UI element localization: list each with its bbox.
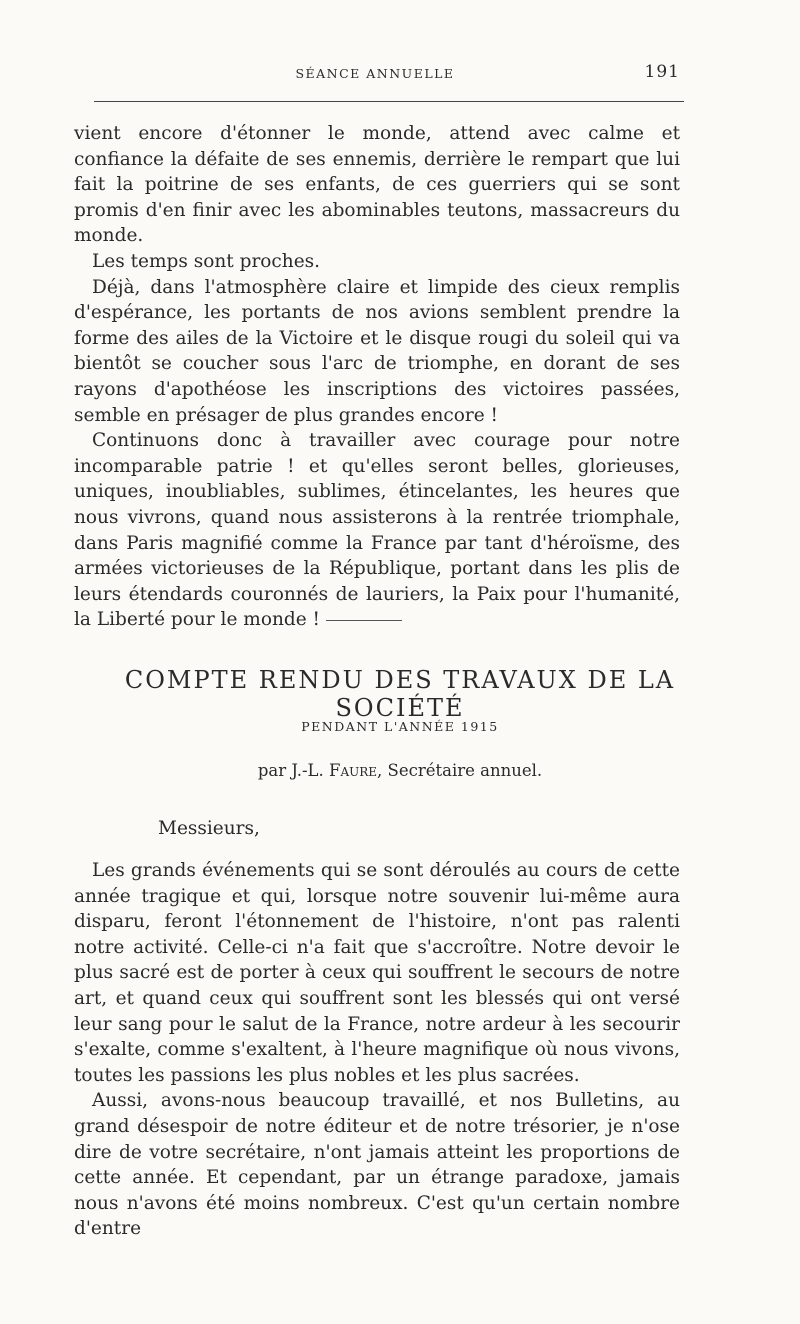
salutation: Messieurs, <box>158 818 260 839</box>
byline-prefix: par J.-L. <box>257 761 324 780</box>
section-title: COMPTE RENDU DES TRAVAUX DE LA SOCIÉTÉ <box>124 666 676 722</box>
section-subtitle: PENDANT L'ANNÉE 1915 <box>301 719 499 734</box>
report-text <box>74 858 680 1242</box>
running-head <box>70 62 680 86</box>
closing-address-text <box>74 121 680 633</box>
byline <box>60 761 740 780</box>
running-title: SÉANCE ANNUELLE <box>295 66 455 81</box>
section-separator <box>326 620 402 621</box>
paragraph: Les temps sont proches. <box>92 250 321 272</box>
header-rule <box>94 101 684 102</box>
paragraph: Les grands événements qui se sont déroulés au cours de cette année tragique et qui, lorsque notre souvenir lui-même aura disparu, feront l'étonnement de l'histoire, n'ont pas ralenti notre activité. Celle-ci n'a fait que s'accroître. Notre devoir le plus sacré est de porter à ceux qui souffrent le secours de notre art, et quand ceux qui souffrent sont les blessés qui ont versé leur sang pour le salut de la France, notre ardeur à les secourir s'exalte, comme s'exaltent, à l'heure magnifique où nous vivons, toutes les passions les plus nobles et les plus sacrées. <box>74 860 680 1086</box>
byline-suffix: , Secrétaire annuel. <box>377 761 543 780</box>
paragraph: Déjà, dans l'atmosphère claire et limpide des cieux remplis d'espérance, les portants de nos avions semblent prendre la forme des ailes de la Victoire et le disque rougi du soleil qui va bientôt se coucher sous l'arc de triomphe, en dorant de ses rayons d'apothéose les inscriptions des victoires passées, semble en présager de plus grandes encore ! <box>74 276 680 426</box>
paragraph: vient encore d'étonner le monde, attend avec calme et confiance la défaite de ses ennemis, derrière le rempart que lui fait la poitrine de ses enfants, de ces guerriers qui se sont promis d'en finir avec les abominables teutons, massacreurs du monde. <box>74 123 680 247</box>
author-name: Faure <box>329 761 378 780</box>
page-number: 191 <box>644 62 680 82</box>
paragraph: Continuons donc à travailler avec courage pour notre incomparable patrie ! et qu'elles seront belles, glorieuses, uniques, inoubliables, sublimes, étincelantes, les heures que nous vivrons, quand nous assisterons à la rentrée triomphale, dans Paris magnifié comme la France par tant d'héroïsme, des armées victorieuses de la République, portant dans les plis de leurs étendards couronnés de lauriers, la Paix pour l'humanité, la Liberté pour le monde ! <box>74 430 680 631</box>
paragraph: Aussi, avons-nous beaucoup travaillé, et nos Bulletins, au grand désespoir de notre éditeur et de notre trésorier, je n'ose dire de votre secrétaire, n'ont jamais atteint les proportions de cette année. Et cependant, par un étrange paradoxe, jamais nous n'avons été moins nombreux. C'est qu'un certain nombre d'entre <box>74 1090 680 1240</box>
